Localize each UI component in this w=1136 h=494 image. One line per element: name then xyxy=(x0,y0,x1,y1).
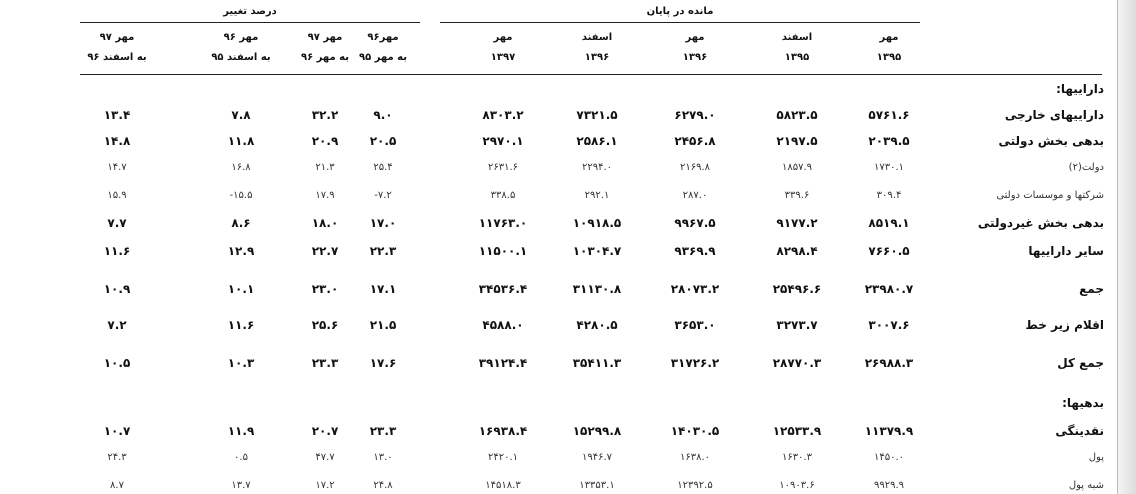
table-cell: ۱۲.۹ xyxy=(227,244,255,258)
scan-edge xyxy=(1118,0,1136,494)
row-label: پول xyxy=(1088,452,1104,463)
table-cell: ۳۲۷۳.۷ xyxy=(776,318,818,332)
table-cell: ۱۰۳۰۴.۷ xyxy=(572,244,622,258)
table-cell: ۲۰.۵ xyxy=(369,134,397,148)
table-cell: ۲۵.۴ xyxy=(373,162,393,173)
table-cell: ۲۹۲.۱ xyxy=(584,190,610,201)
table-cell: ۳۹۱۲۴.۴ xyxy=(478,356,528,370)
table-cell: ۱۵.۹ xyxy=(107,190,127,201)
table-cell: ۱۳۳۵۳.۱ xyxy=(579,480,615,491)
table-cell: ۴۵۸۸.۰ xyxy=(482,318,524,332)
table-cell: ۲۰.۹ xyxy=(311,134,339,148)
table-cell: ۱۱۵۰۰.۱ xyxy=(478,244,528,258)
column-header-line2: ۱۳۹۷ xyxy=(490,52,516,63)
table-cell: ۸.۶ xyxy=(231,216,251,230)
group-header-change-percent: درصد تغییر xyxy=(223,6,277,17)
table-cell: ۱۷.۲ xyxy=(315,480,335,491)
table-cell: ۲۵۴۹۶.۶ xyxy=(772,282,822,296)
table-cell: ۹.۰ xyxy=(373,108,393,122)
table-cell: ۱۰۹۱۸.۵ xyxy=(572,216,622,230)
row-label: داراییهای خارجی xyxy=(1004,108,1104,122)
table-cell: ۰.۵ xyxy=(234,452,248,463)
column-header-line2: ۱۳۹۵ xyxy=(784,52,810,63)
table-cell: ۶۲۷۹.۰ xyxy=(674,108,716,122)
table-cell: ۱۱۳۷۹.۹ xyxy=(864,424,914,438)
column-header-line1: مهر xyxy=(493,32,513,43)
row-label: اقلام زیر خط xyxy=(1025,318,1104,332)
row-label: نقدینگی xyxy=(1055,424,1104,438)
column-header-line2: ۱۳۹۶ xyxy=(584,52,610,63)
table-cell: ۲۲.۳ xyxy=(369,244,397,258)
table-cell: ۲۵۸۶.۱ xyxy=(576,134,618,148)
table-cell: ۱۳.۷ xyxy=(231,480,251,491)
table-cell: ۸۳۰۳.۲ xyxy=(482,108,524,122)
header-bottom-rule xyxy=(80,74,1102,75)
table-cell: ۱۵۲۹۹.۸ xyxy=(572,424,622,438)
table-cell: ۳۳۸.۵ xyxy=(490,190,516,201)
column-header-line1: مهر ۹۷ xyxy=(99,32,135,43)
table-cell: ۱۶۳۸.۰ xyxy=(679,452,711,463)
table-cell: ۱۳.۰ xyxy=(373,452,393,463)
table-cell: ۲۶۹۸۸.۳ xyxy=(864,356,914,370)
row-label: داراییها: xyxy=(1056,82,1104,96)
table-cell: ۷۶۶۰.۵ xyxy=(868,244,910,258)
table-cell: ۱۲۳۹۲.۵ xyxy=(677,480,713,491)
table-cell: ۱۶.۸ xyxy=(231,162,251,173)
table-cell: ۱۱۷۶۳.۰ xyxy=(478,216,528,230)
table-cell: ۱۱.۸ xyxy=(227,134,255,148)
table-cell: ۱۴.۷ xyxy=(107,162,127,173)
table-cell: -۱۵.۵ xyxy=(229,190,253,201)
table-cell: ۹۳۶۹.۹ xyxy=(674,244,716,258)
table-cell: ۹۹۲۹.۹ xyxy=(873,480,905,491)
table-cell: ۲۵.۶ xyxy=(311,318,339,332)
table-cell: ۱۸.۰ xyxy=(311,216,339,230)
table-cell: ۲۰۳۹.۵ xyxy=(868,134,910,148)
group-underline-balance xyxy=(440,22,920,23)
table-cell: ۴۲۸۰.۵ xyxy=(576,318,618,332)
table-cell: ۷.۲ xyxy=(107,318,127,332)
column-header-line2: ۱۳۹۵ xyxy=(876,52,902,63)
table-cell: ۱۰.۷ xyxy=(103,424,131,438)
table-cell: ۲۴۲۰.۱ xyxy=(487,452,519,463)
table-cell: ۲۲۹۴.۰ xyxy=(581,162,613,173)
row-label: شبه پول xyxy=(1068,480,1104,491)
table-cell: -۷.۲ xyxy=(374,190,392,201)
column-header-line2: به اسفند ۹۵ xyxy=(211,52,271,63)
column-header-line1: اسفند xyxy=(581,32,613,43)
column-header-line1: مهر xyxy=(879,32,899,43)
table-cell: ۱۰.۳ xyxy=(227,356,255,370)
table-cell: ۲۸۷۷۰.۳ xyxy=(772,356,822,370)
table-cell: ۹۱۷۷.۲ xyxy=(776,216,818,230)
row-label: جمع کل xyxy=(1057,356,1104,370)
column-header-line1: مهر ۹۷ xyxy=(307,32,343,43)
table-cell: ۲۰.۷ xyxy=(311,424,339,438)
table-cell: ۲۳۹۸۰.۷ xyxy=(864,282,914,296)
table-cell: ۲۸۰۷۳.۲ xyxy=(670,282,720,296)
table-cell: ۲۹۷۰.۱ xyxy=(482,134,524,148)
table-cell: ۱۳.۴ xyxy=(103,108,131,122)
table-cell: ۱۶۳۰.۳ xyxy=(781,452,813,463)
column-header-line2: ۱۳۹۶ xyxy=(682,52,708,63)
table-cell: ۳۴۵۳۶.۴ xyxy=(478,282,528,296)
table-cell: ۵۷۶۱.۶ xyxy=(868,108,910,122)
table-cell: ۱۱.۶ xyxy=(227,318,255,332)
table-cell: ۸۲۹۸.۴ xyxy=(776,244,818,258)
table-cell: ۲۱.۵ xyxy=(369,318,397,332)
table-cell: ۷.۸ xyxy=(231,108,251,122)
table-cell: ۹۹۶۷.۵ xyxy=(674,216,716,230)
table-cell: ۲۱۹۷.۵ xyxy=(776,134,818,148)
table-cell: ۱۷.۰ xyxy=(369,216,397,230)
table-cell: ۲۴.۳ xyxy=(107,452,127,463)
column-header-line1: اسفند xyxy=(781,32,813,43)
table-cell: ۴۷.۷ xyxy=(315,452,335,463)
table-cell: ۲۳.۳ xyxy=(369,424,397,438)
table-cell: ۵۸۲۳.۵ xyxy=(776,108,818,122)
table-cell: ۲۶۳۱.۶ xyxy=(487,162,519,173)
table-cell: ۱۴۵۱۸.۳ xyxy=(485,480,521,491)
row-label: سایر داراییها xyxy=(1028,244,1104,258)
row-label: شرکتها و موسسات دولتی xyxy=(996,190,1104,201)
column-header-line1: مهر xyxy=(685,32,705,43)
column-header-line2: به اسفند ۹۶ xyxy=(87,52,147,63)
table-cell: ۱۲۵۳۳.۹ xyxy=(772,424,822,438)
column-header-line1: مهر ۹۶ xyxy=(223,32,259,43)
scan-edge-line xyxy=(1117,0,1118,494)
column-header-line1: مهر۹۶ xyxy=(367,32,399,43)
table-cell: ۲۳.۰ xyxy=(311,282,339,296)
table-cell: ۱۴۵۰.۰ xyxy=(873,452,905,463)
table-cell: ۳۱۷۲۶.۲ xyxy=(670,356,720,370)
table-cell: ۲۱۶۹.۸ xyxy=(679,162,711,173)
row-label: جمع xyxy=(1079,282,1104,296)
table-cell: ۷۳۲۱.۵ xyxy=(576,108,618,122)
table-cell: ۱۰.۱ xyxy=(227,282,255,296)
table-cell: ۲۱.۳ xyxy=(315,162,335,173)
table-cell: ۱۴.۸ xyxy=(103,134,131,148)
table-cell: ۱۱.۹ xyxy=(227,424,255,438)
table-cell: ۲۳.۳ xyxy=(311,356,339,370)
table-cell: ۲۴۵۶.۸ xyxy=(674,134,716,148)
table-cell: ۷.۷ xyxy=(107,216,127,230)
table-cell: ۱۷.۶ xyxy=(369,356,397,370)
table-cell: ۳۶۵۳.۰ xyxy=(674,318,716,332)
table-cell: ۱۷۳۰.۱ xyxy=(873,162,905,173)
row-label: بدهی بخش دولتی xyxy=(998,134,1104,148)
table-cell: ۱۱.۶ xyxy=(103,244,131,258)
table-cell: ۸۵۱۹.۱ xyxy=(868,216,910,230)
table-cell: ۳۰۰۷.۶ xyxy=(868,318,910,332)
table-cell: ۸.۷ xyxy=(110,480,124,491)
table-cell: ۱۰.۵ xyxy=(103,356,131,370)
table-cell: ۱۸۵۷.۹ xyxy=(781,162,813,173)
table-cell: ۱۷.۹ xyxy=(315,190,335,201)
table-cell: ۳۲.۲ xyxy=(311,108,339,122)
table-cell: ۱۹۴۶.۷ xyxy=(581,452,613,463)
table-cell: ۳۵۴۱۱.۳ xyxy=(572,356,622,370)
table-cell: ۱۰.۹ xyxy=(103,282,131,296)
table-cell: ۳۰۹.۴ xyxy=(876,190,902,201)
table-cell: ۲۲.۷ xyxy=(311,244,339,258)
table-cell: ۱۷.۱ xyxy=(369,282,397,296)
table-cell: ۳۱۱۳۰.۸ xyxy=(572,282,622,296)
table-cell: ۱۶۹۳۸.۴ xyxy=(478,424,528,438)
column-header-line2: به مهر ۹۶ xyxy=(300,52,349,63)
row-label: بدهی بخش غیردولتی xyxy=(977,216,1104,230)
table-cell: ۱۴۰۳۰.۵ xyxy=(670,424,720,438)
table-cell: ۳۳۹.۶ xyxy=(784,190,810,201)
group-header-balance-end: مانده در پایان xyxy=(646,6,714,17)
group-underline-change xyxy=(80,22,420,23)
table-cell: ۲۸۷.۰ xyxy=(682,190,708,201)
row-label: بدهیها: xyxy=(1062,396,1104,410)
table-cell: ۱۰۹۰۳.۶ xyxy=(779,480,815,491)
column-header-line2: به مهر ۹۵ xyxy=(358,52,407,63)
row-label: دولت(۲) xyxy=(1068,162,1104,173)
table-cell: ۲۴.۸ xyxy=(373,480,393,491)
